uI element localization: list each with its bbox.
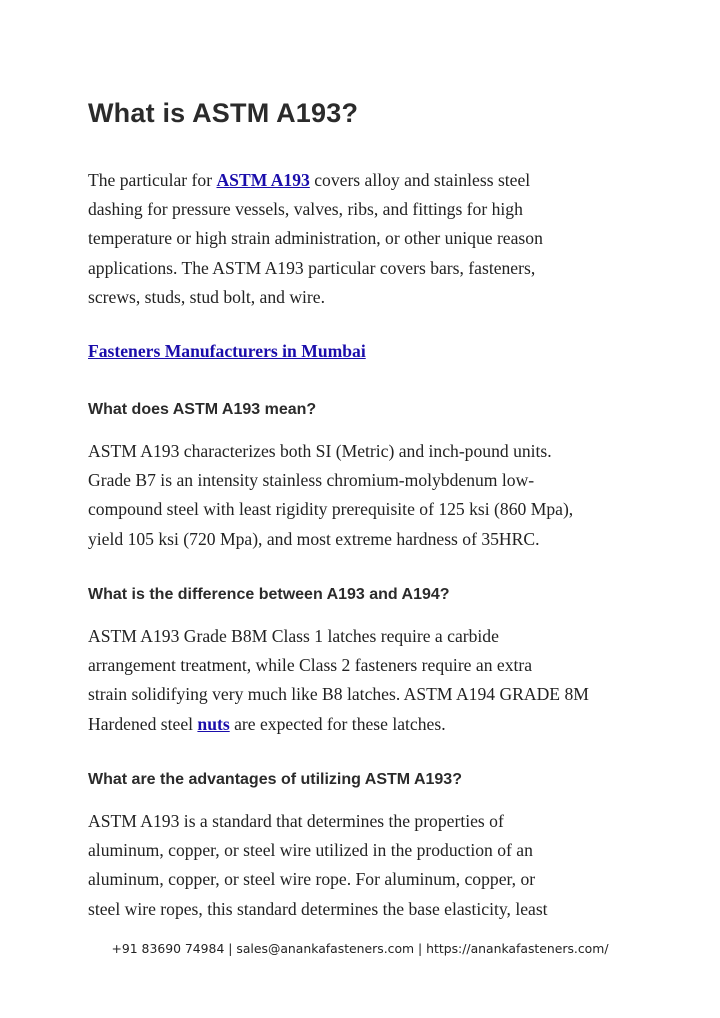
- section-difference-paragraph: [88, 622, 648, 739]
- paragraph-line: ASTM A193 is a standard that determines the properties of: [88, 811, 504, 831]
- paragraph-line: strain solidifying very much like B8 latches. ASTM A194 GRADE 8M: [88, 684, 589, 705]
- paragraph-line: yield 105 ksi (720 Mpa), and most extreme hardness of 35HRC.: [88, 528, 540, 549]
- paragraph-line: aluminum, copper, or steel wire utilized in the production of an: [88, 840, 533, 861]
- section-heading-advantages: What are the advantages of utilizing ASTM A193?: [88, 771, 462, 788]
- paragraph-line: ASTM A193 characterizes both SI (Metric) and inch-pound units.: [88, 441, 552, 461]
- paragraph-line: compound steel with least rigidity prerequisite of 125 ksi (860 Mpa),: [88, 499, 574, 520]
- intro-line-2: dashing for pressure vessels, valves, ribs, and fittings for high: [88, 199, 523, 220]
- paragraph-line: ASTM A193 Grade B8M Class 1 latches require a carbide: [88, 626, 499, 646]
- section-heading-difference: What is the difference between A193 and A194?: [88, 586, 450, 603]
- paragraph-text: are expected for these latches.: [229, 713, 446, 734]
- paragraph-line: aluminum, copper, or steel wire rope. For aluminum, copper, or: [88, 869, 536, 890]
- intro-text: covers alloy and stainless steel: [309, 170, 531, 190]
- paragraph-line: arrangement treatment, while Class 2 fasteners require an extra: [88, 655, 533, 676]
- section-advantages-paragraph: [88, 807, 648, 924]
- paragraph-line: Grade B7 is an intensity stainless chromium-molybdenum low-: [88, 470, 535, 491]
- intro-text: The particular for: [88, 170, 217, 190]
- paragraph-line: [88, 710, 648, 739]
- intro-line-1: [88, 166, 648, 195]
- paragraph-line: steel wire ropes, this standard determines the base elasticity, least: [88, 898, 548, 919]
- section-heading-meaning: What does ASTM A193 mean?: [88, 401, 317, 418]
- intro-line-4: applications. The ASTM A193 particular covers bars, fasteners,: [88, 257, 536, 278]
- page-title: What is ASTM A193?: [88, 98, 359, 128]
- intro-line-3: temperature or high strain administration, or other unique reason: [88, 228, 543, 249]
- section-meaning-paragraph: [88, 437, 648, 554]
- astm-a193-link[interactable]: ASTM A193: [216, 170, 310, 190]
- paragraph-text: Hardened steel: [88, 713, 198, 734]
- fasteners-manufacturers-link[interactable]: Fasteners Manufacturers in Mumbai: [88, 341, 366, 361]
- page-footer-contact: +91 83690 74984 | sales@anankafasteners.com | https://anankafasteners.com/: [111, 941, 609, 956]
- intro-paragraph: [88, 166, 648, 312]
- intro-line-5: screws, studs, stud bolt, and wire.: [88, 286, 326, 307]
- nuts-link[interactable]: nuts: [197, 713, 230, 734]
